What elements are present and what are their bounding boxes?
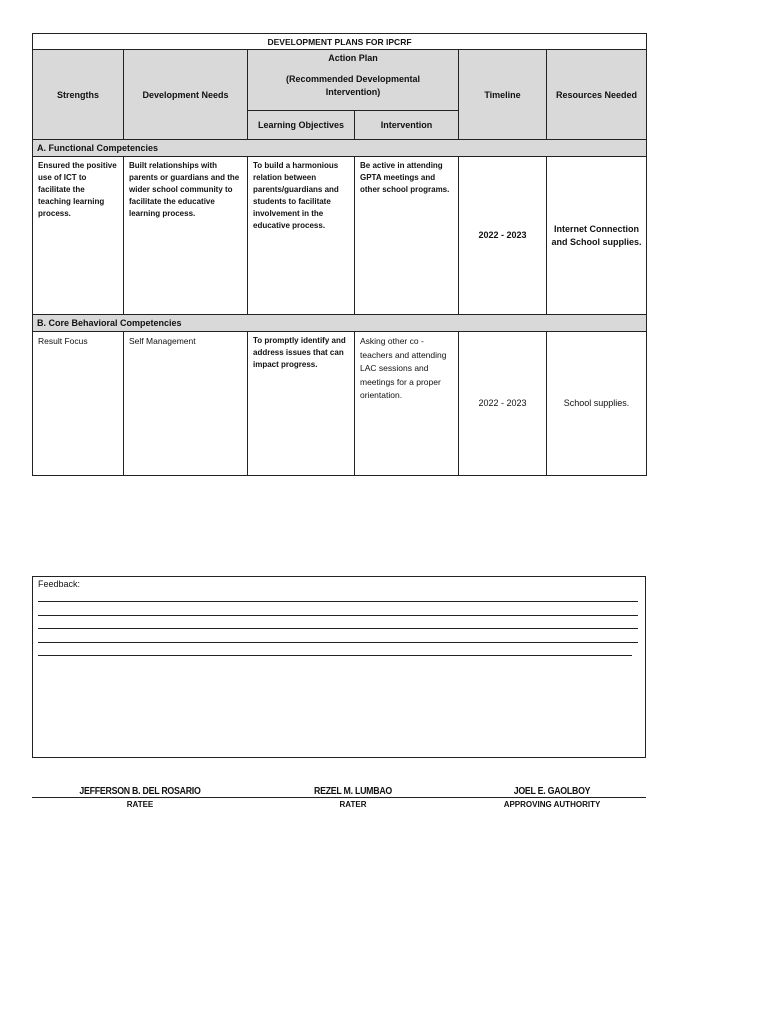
row-intervention: Asking other co - teachers and attending LAC sessions and meetings for a proper orientation. [355,332,459,476]
feedback-line [38,642,638,643]
ratee-role: RATEE [126,800,154,809]
row-strengths: Result Focus [33,332,124,476]
row-timeline: 2022 - 2023 [459,157,547,315]
header-strengths: Strengths [33,50,124,140]
header-timeline: Timeline [459,50,547,140]
ratee-name: JEFFERSON B. DEL ROSARIO [79,786,201,797]
section-core-behavioral-competencies: B. Core Behavioral Competencies [33,315,647,332]
rater-name: REZEL M. LUMBAO [313,786,393,797]
header-action-plan [248,50,459,111]
row-resources-needed: School supplies. [547,332,647,476]
feedback-box[interactable] [32,576,646,758]
header-learning-objectives: Learning Objectives [248,111,355,140]
row-strengths: Ensured the positive use of ICT to facilitate the teaching learning process. [33,157,124,315]
row-resources-needed: Internet Connection and School supplies. [547,157,647,315]
rater-role: RATER [339,800,367,809]
header-intervention: Intervention [355,111,459,140]
feedback-line [38,655,632,656]
row-development-needs: Built relationships with parents or guardians and the wider school community to facilitate the educative learning process. [124,157,248,315]
signature-line [32,797,646,798]
row-development-needs: Self Management [124,332,248,476]
action-plan-subtitle: (Recommended Developmental Intervention) [285,74,421,97]
row-timeline: 2022 - 2023 [459,332,547,476]
row-intervention: Be active in attending GPTA meetings and other school programs. [355,157,459,315]
row-learning-objectives: To build a harmonious relation between parents/guardians and students to facilitate involvement in the educative process. [248,157,355,315]
table-title: DEVELOPMENT PLANS FOR IPCRF [33,34,647,50]
approving-authority-name: JOEL E. GAOLBOY [513,786,591,797]
feedback-line [38,601,638,602]
row-learning-objectives: To promptly identify and address issues that can impact progress. [248,332,355,476]
feedback-line [38,628,638,629]
section-functional-competencies: A. Functional Competencies [33,140,647,157]
header-resources-needed: Resources Needed [547,50,647,140]
feedback-line [38,615,638,616]
feedback-label: Feedback: [38,579,81,589]
header-development-needs: Development Needs [124,50,248,140]
development-plan-table [32,33,647,476]
action-plan-title: Action Plan [328,53,378,63]
approving-authority-role: APPROVING AUTHORITY [503,800,601,809]
